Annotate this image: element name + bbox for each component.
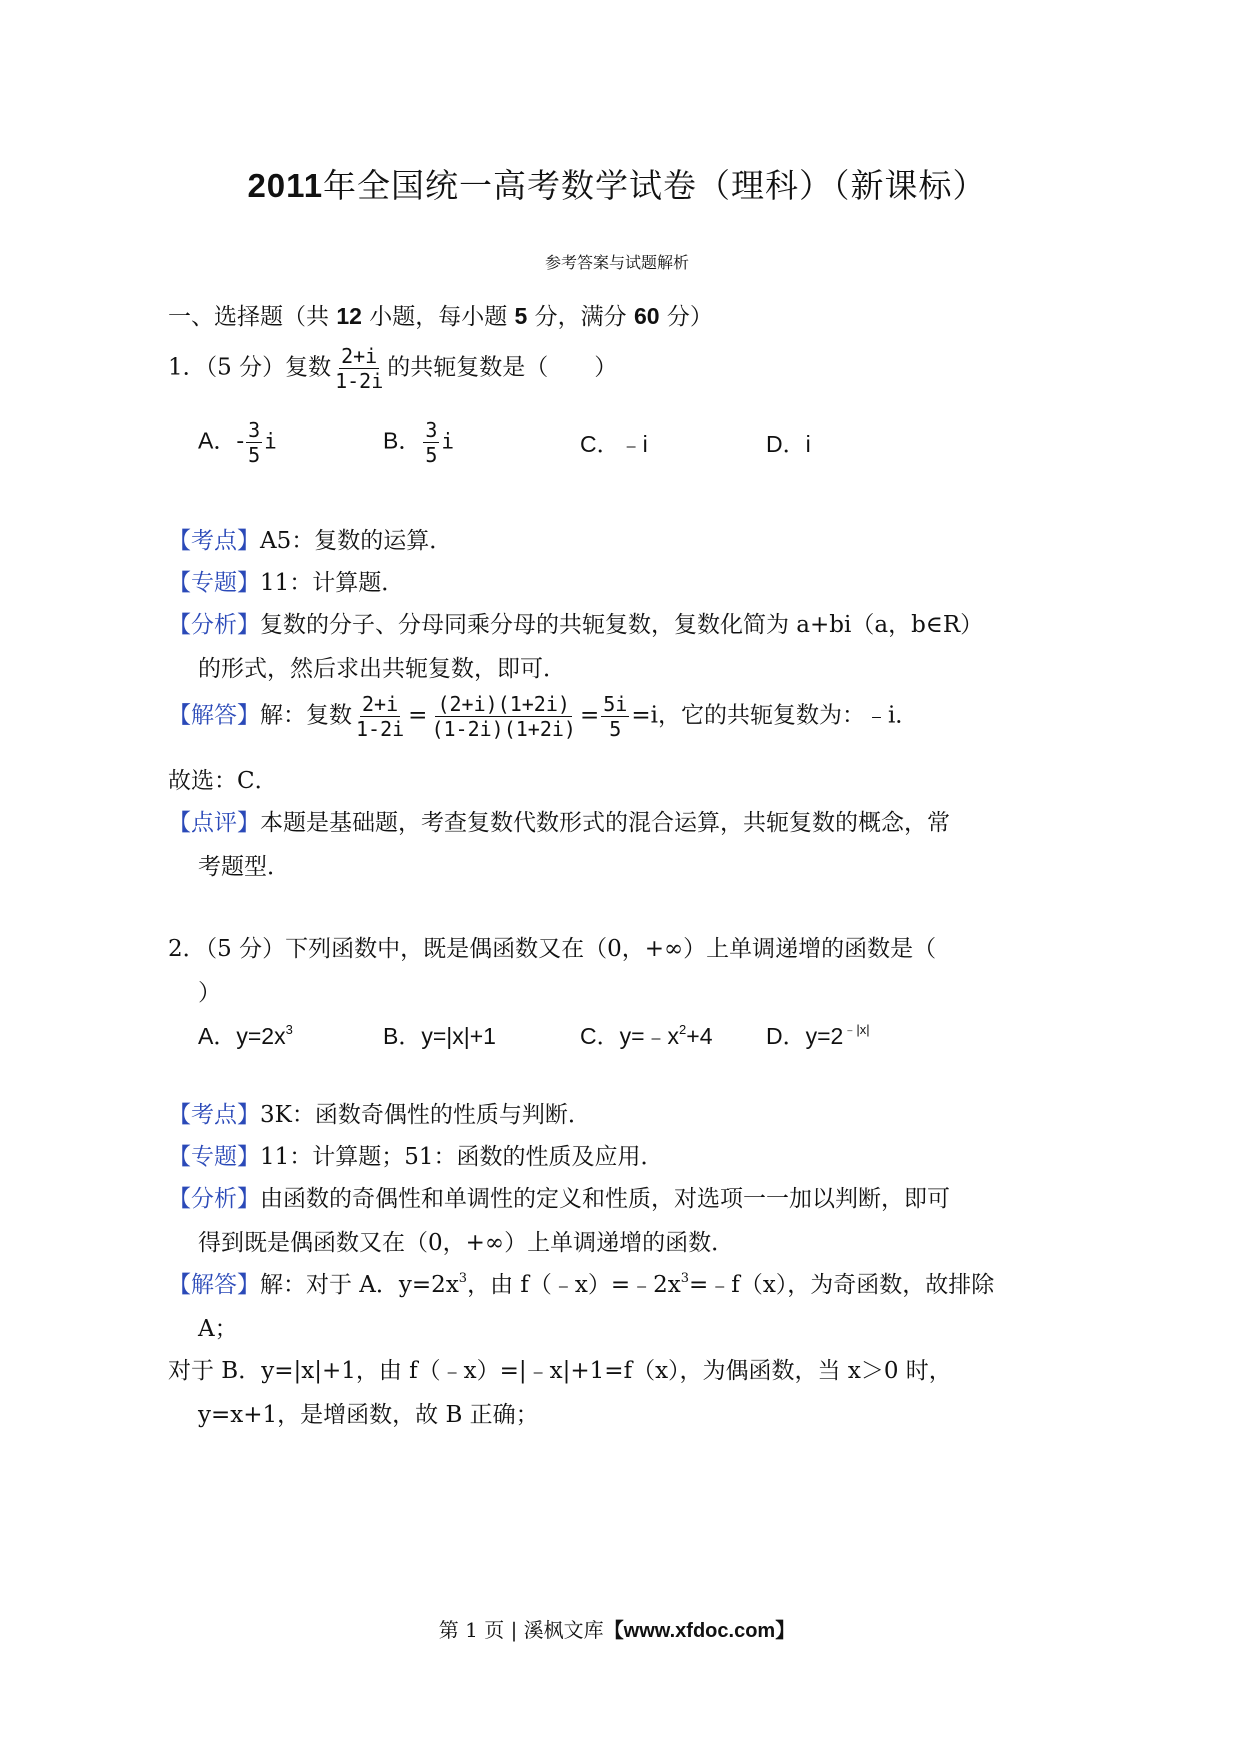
- q1-jieda-suffix: =i，它的共轭复数为：﹣i．: [631, 702, 919, 729]
- q2-fenxi: [168, 1180, 950, 1213]
- section-total: 60: [633, 303, 660, 329]
- section-mid2: 分，满分: [527, 304, 634, 330]
- page-title: [0, 160, 1234, 207]
- q1-dianping-line1: 本题是基础题，考查复数代数形式的混合运算，共轭复数的概念，常: [260, 810, 950, 836]
- q1-fenxi: [168, 606, 983, 639]
- q2-jieda-a-mid: ，由 f（﹣x）=﹣2x: [467, 1272, 681, 1298]
- q1-option-b-i: i: [441, 429, 455, 454]
- q1-frac-den: 1-2i: [335, 369, 384, 393]
- q2-jieda-a-sup1: 3: [458, 1271, 468, 1286]
- q2-option-b: B．y=|x|+1: [383, 1023, 496, 1049]
- q2-zhuanti-text: 11：计算题；51：函数的性质及应用．: [260, 1144, 664, 1170]
- q2-jieda-b-line2: y=x+1，是增函数，故 B 正确；: [198, 1402, 539, 1428]
- q1-fenxi-line2: 的形式，然后求出共轭复数，即可．: [198, 656, 566, 682]
- q1-jieda-eq2: =: [579, 702, 600, 729]
- q1-option-a-num: 3: [248, 418, 261, 442]
- q2-jieda: [168, 1266, 994, 1299]
- q2-jieda-a-post: =﹣f（x），为奇函数，故排除: [689, 1272, 995, 1298]
- q1-dianping-line2: 考题型．: [198, 854, 290, 880]
- q1-jieda-frac2-den: (1-2i)(1+2i): [431, 717, 576, 741]
- q1-jieda-frac3-num: 5i: [603, 692, 628, 716]
- section-heading: [168, 298, 713, 331]
- q1-jieda-frac2-num: (2+i)(1+2i): [437, 692, 570, 716]
- q1-zhuanti-tag: 【专题】: [168, 570, 260, 596]
- q2-kaodian-text: 3K：函数奇偶性的性质与判断．: [260, 1102, 591, 1128]
- title-year: 2011: [247, 167, 324, 204]
- q1-jieda-frac1-num: 2+i: [362, 692, 399, 716]
- q1-dianping-tag: 【点评】: [168, 810, 260, 836]
- q2-option-c: [580, 1018, 713, 1051]
- question-2: 2．（5 分）下列函数中，既是偶函数又在（0，+∞）上单调递增的函数是（: [168, 936, 937, 962]
- q1-option-b-num: 3: [425, 418, 438, 442]
- q2-option-a-text: A．y=2x: [198, 1023, 286, 1049]
- q1-kaodian-text: A5：复数的运算．: [260, 528, 453, 554]
- q1-jieda: [168, 692, 918, 741]
- q1-fenxi-line1: 复数的分子、分母同乘分母的共轭复数，复数化简为 a+bi（a，b∈R）: [260, 612, 984, 638]
- section-count: 12: [336, 303, 362, 329]
- section-suffix: 分）: [659, 304, 713, 330]
- q1-option-a-label: A．: [198, 427, 237, 454]
- q1-option-a-den: 5: [248, 443, 261, 467]
- q1-zhuanti-text: 11：计算题．: [260, 570, 405, 596]
- q1-kaodian-tag: 【考点】: [168, 528, 260, 554]
- q2-jieda-a-line2: A；: [198, 1316, 238, 1342]
- q2-zhuanti: [168, 1138, 664, 1171]
- q1-answer: 故选：C．: [168, 768, 278, 794]
- q1-option-b: [383, 418, 454, 467]
- q1-option-b-frac: [423, 418, 439, 467]
- q1-zhuanti: [168, 564, 404, 597]
- q1-jieda-frac1: [354, 692, 406, 741]
- q2-fenxi-line2: 得到既是偶函数又在（0，+∞）上单调递增的函数．: [198, 1230, 735, 1256]
- question-1: [168, 344, 617, 393]
- q1-fenxi-tag: 【分析】: [168, 612, 260, 638]
- q1-kaodian: [168, 522, 452, 555]
- q2-kaodian-tag: 【考点】: [168, 1102, 260, 1128]
- q1-option-a-frac: [246, 418, 262, 467]
- page-subtitle: 参考答案与试题解析: [544, 253, 689, 272]
- title-text: 年全国统一高考数学试卷（理科）（新课标）: [323, 166, 987, 205]
- q2-fenxi-line1: 由函数的奇偶性和单调性的定义和性质，对选项一一加以判断，即可: [260, 1186, 950, 1212]
- footer-text: 第 1 页 | 溪枫文库: [438, 1618, 604, 1642]
- q1-jieda-frac3: [601, 692, 629, 741]
- section-mid1: 小题，每小题: [361, 304, 515, 330]
- q2-option-a-sup: 3: [285, 1022, 293, 1037]
- footer-link[interactable]: 【www.xfdoc.com】: [603, 1620, 796, 1642]
- q1-option-b-label: B．: [383, 427, 422, 454]
- q1-option-b-den: 5: [425, 443, 438, 467]
- q1-fraction: [333, 344, 385, 393]
- q2-option-d: [766, 1018, 870, 1051]
- q2-kaodian: [168, 1096, 591, 1129]
- q1-jieda-eq1: =: [408, 702, 428, 729]
- section-prefix: 一、选择题（共: [168, 304, 337, 330]
- q1-option-a: [198, 418, 277, 467]
- q1-option-a-neg: -: [236, 428, 245, 455]
- q1-jieda-frac2: [429, 692, 578, 741]
- q2-jieda-a-pre: 解：对于 A．y=2x: [260, 1272, 459, 1298]
- q2-option-c-sup: 2: [679, 1022, 687, 1037]
- q1-jieda-prefix: 解：复数: [260, 702, 352, 729]
- q1-prefix: 1．（5 分）复数: [168, 354, 332, 381]
- q1-option-c: C．﹣i: [580, 431, 648, 457]
- q1-option-a-i: i: [264, 429, 277, 454]
- q1-jieda-frac1-den: 1-2i: [356, 717, 405, 741]
- question-2-line2: ）: [198, 980, 221, 1006]
- q2-zhuanti-tag: 【专题】: [168, 1144, 260, 1170]
- q2-jieda-b-line1: 对于 B．y=|x|+1，由 f（﹣x）=|﹣x|+1=f（x），为偶函数，当 x＞0 时，: [168, 1358, 952, 1384]
- q2-option-d-sup: ﹣|x|: [843, 1022, 870, 1037]
- q1-frac-num: 2+i: [341, 344, 378, 368]
- q1-dianping: [168, 804, 950, 837]
- q2-option-c-tail: +4: [686, 1023, 713, 1049]
- section-points: 5: [514, 303, 528, 329]
- q2-option-d-text: D．y=2: [766, 1023, 844, 1049]
- page-footer: [0, 1614, 1234, 1643]
- q1-jieda-tag: 【解答】: [168, 702, 260, 729]
- q2-option-c-text: C．y=﹣x: [580, 1023, 680, 1049]
- q1-option-d: D．i: [766, 431, 811, 457]
- q2-jieda-tag: 【解答】: [168, 1272, 260, 1298]
- q1-suffix: 的共轭复数是（ ）: [387, 354, 618, 381]
- q1-jieda-frac3-den: 5: [609, 717, 622, 741]
- q2-jieda-a-sup2: 3: [680, 1271, 690, 1286]
- q2-fenxi-tag: 【分析】: [168, 1186, 260, 1212]
- q2-option-a: [198, 1018, 293, 1051]
